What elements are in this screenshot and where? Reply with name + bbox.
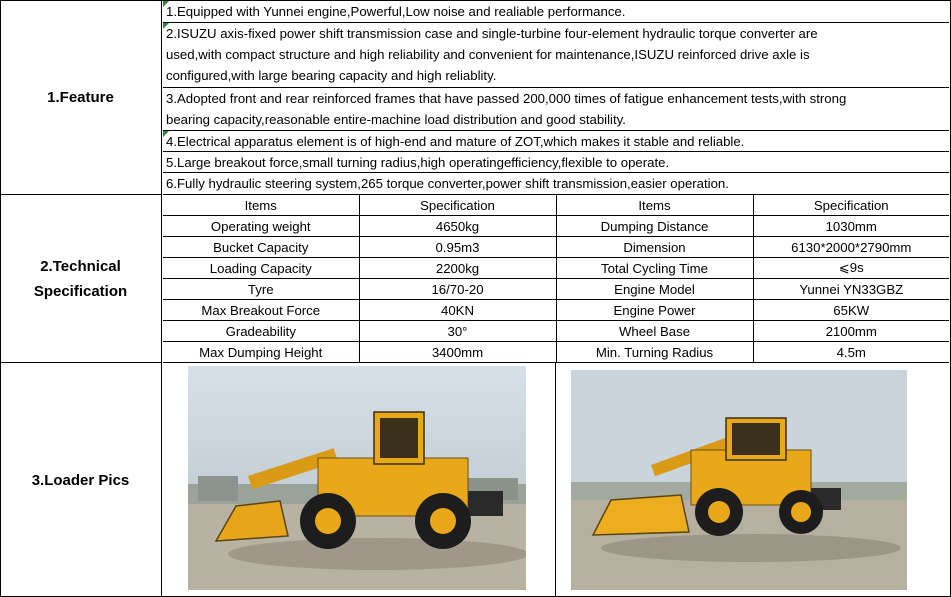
- spec-header: Items: [163, 195, 359, 216]
- spec-cell: 1030mm: [753, 216, 949, 237]
- spec-cell: Wheel Base: [556, 321, 753, 342]
- spec-header: Specification: [359, 195, 556, 216]
- spec-cell: Dumping Distance: [556, 216, 753, 237]
- spec-cell: 6130*2000*2790mm: [753, 237, 949, 258]
- spec-row: [163, 258, 949, 279]
- loader-photo-side: [188, 366, 526, 590]
- spec-cell: 65KW: [753, 300, 949, 321]
- spec-header: Items: [556, 195, 753, 216]
- spec-cell: ⩽9s: [753, 258, 949, 279]
- spec-cell: 2100mm: [753, 321, 949, 342]
- loader-photo-front: [571, 370, 907, 590]
- section-label-pics: 3.Loader Pics: [0, 363, 162, 597]
- spec-cell: Total Cycling Time: [556, 258, 753, 279]
- section-label-feature: 1.Feature: [0, 0, 162, 195]
- spec-row: [163, 321, 949, 342]
- feature-item-2: 2.ISUZU axis-fixed power shift transmission case and single-turbine four-element hydraulic torque converter are used,with compact structure and high reliability and convenient for maintenance,ISUZU reinforced drive axle is configured,with large bearing capacity and high reliablity.: [163, 23, 949, 88]
- spec-cell: Gradeability: [163, 321, 359, 342]
- spec-header: Specification: [753, 195, 949, 216]
- spec-cell: 4650kg: [359, 216, 556, 237]
- spec-cell: 4.5m: [753, 342, 949, 363]
- cell-marker-icon: [163, 1, 169, 7]
- spec-cell: Max Breakout Force: [163, 300, 359, 321]
- cell-marker-icon: [163, 131, 169, 137]
- spec-row: [163, 342, 949, 363]
- spec-cell: 30°: [359, 321, 556, 342]
- spec-cell: 3400mm: [359, 342, 556, 363]
- spec-cell: Engine Model: [556, 279, 753, 300]
- spec-cell: 16/70-20: [359, 279, 556, 300]
- spec-cell: 40KN: [359, 300, 556, 321]
- spec-cell: 0.95m3: [359, 237, 556, 258]
- spec-cell: 2200kg: [359, 258, 556, 279]
- spec-cell: Min. Turning Radius: [556, 342, 753, 363]
- spec-cell: Max Dumping Height: [163, 342, 359, 363]
- spec-cell: Tyre: [163, 279, 359, 300]
- feature-item-5: 5.Large breakout force,small turning radius,high operatingefficiency,flexible to operate.: [163, 152, 949, 173]
- cell-marker-icon: [163, 23, 169, 29]
- spec-row: [163, 279, 949, 300]
- spec-row: [163, 216, 949, 237]
- spec-cell: Operating weight: [163, 216, 359, 237]
- feature-item-4: 4.Electrical apparatus element is of high-end and mature of ZOT,which makes it stable and reliable.: [163, 131, 949, 152]
- spec-cell: Engine Power: [556, 300, 753, 321]
- feature-item-3: 3.Adopted front and rear reinforced frames that have passed 200,000 times of fatigue enhancement tests,with strong bearing capacity,reasonable entire-machine load distribution and good stability.: [163, 88, 949, 131]
- spec-cell: Bucket Capacity: [163, 237, 359, 258]
- spec-table: [163, 195, 949, 363]
- spec-cell: Dimension: [556, 237, 753, 258]
- spec-cell: Yunnei YN33GBZ: [753, 279, 949, 300]
- spec-cell: Loading Capacity: [163, 258, 359, 279]
- spec-header-row: [163, 195, 949, 216]
- section-label-technical: 2.Technical Specification: [0, 195, 162, 363]
- feature-item-6: 6.Fully hydraulic steering system,265 torque converter,power shift transmission,easier operation.: [163, 173, 949, 195]
- spec-row: [163, 237, 949, 258]
- feature-item-1: 1.Equipped with Yunnei engine,Powerful,Low noise and realiable performance.: [163, 1, 949, 23]
- spec-row: [163, 300, 949, 321]
